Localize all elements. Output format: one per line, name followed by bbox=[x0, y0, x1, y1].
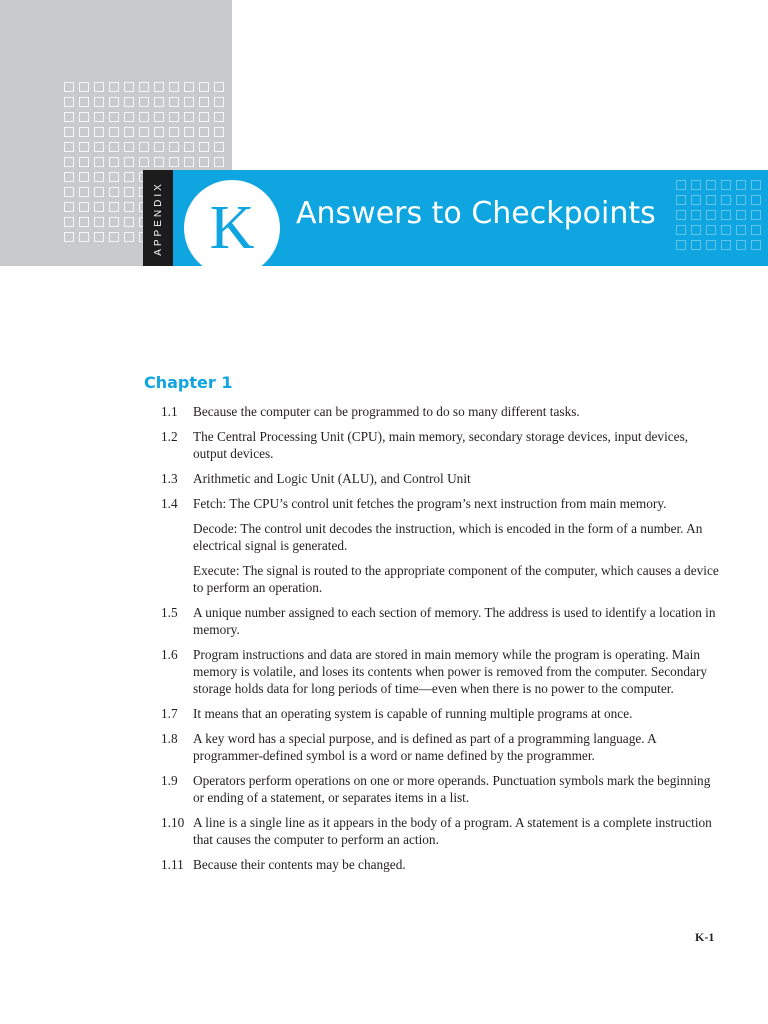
answer-number: 1.9 bbox=[161, 773, 178, 788]
grid-square bbox=[94, 187, 104, 197]
answer-item bbox=[145, 403, 725, 420]
grid-square bbox=[124, 112, 134, 122]
grid-square bbox=[109, 82, 119, 92]
grid-square bbox=[691, 210, 701, 220]
grid-square bbox=[94, 112, 104, 122]
answer-body bbox=[193, 604, 723, 638]
grid-square bbox=[139, 82, 149, 92]
grid-square bbox=[721, 225, 731, 235]
grid-square bbox=[94, 232, 104, 242]
answer-paragraph: Arithmetic and Logic Unit (ALU), and Control Unit bbox=[193, 471, 471, 486]
answer-number: 1.5 bbox=[161, 605, 178, 620]
grid-square bbox=[169, 157, 179, 167]
answer-body bbox=[193, 730, 723, 764]
grid-square bbox=[691, 180, 701, 190]
answer-body bbox=[193, 428, 723, 462]
answer-item bbox=[145, 495, 725, 596]
grid-square bbox=[79, 112, 89, 122]
grid-square bbox=[169, 127, 179, 137]
answer-number-cell bbox=[145, 772, 193, 806]
grid-square bbox=[169, 112, 179, 122]
answer-paragraph: Program instructions and data are stored in main memory while the program is operating. Main memory is volatile, and loses its contents when power is removed from the computer. Secondary storage holds data for long periods of time—even when there is no power to the computer. bbox=[193, 647, 708, 696]
grid-square bbox=[64, 157, 74, 167]
page-title: Answers to Checkpoints bbox=[296, 196, 656, 231]
grid-square bbox=[79, 202, 89, 212]
grid-square bbox=[199, 142, 209, 152]
answer-paragraph: Because the computer can be programmed to do so many different tasks. bbox=[193, 404, 580, 419]
grid-square bbox=[691, 225, 701, 235]
grid-square bbox=[676, 210, 686, 220]
answer-body bbox=[193, 403, 723, 420]
appendix-side-label bbox=[143, 170, 173, 266]
grid-square bbox=[214, 97, 224, 107]
grid-square bbox=[124, 232, 134, 242]
grid-square bbox=[676, 180, 686, 190]
grid-square bbox=[109, 127, 119, 137]
grid-square bbox=[736, 210, 746, 220]
answer-list bbox=[145, 403, 725, 881]
answer-number: 1.6 bbox=[161, 647, 178, 662]
answer-body bbox=[193, 814, 723, 848]
appendix-letter-badge bbox=[184, 180, 280, 276]
answer-number: 1.3 bbox=[161, 471, 178, 486]
grid-square bbox=[109, 187, 119, 197]
grid-square bbox=[706, 225, 716, 235]
grid-square bbox=[199, 82, 209, 92]
grid-square bbox=[79, 97, 89, 107]
grid-square bbox=[79, 127, 89, 137]
answer-paragraph: It means that an operating system is capable of running multiple programs at once. bbox=[193, 706, 633, 721]
answer-item bbox=[145, 470, 725, 487]
grid-square bbox=[721, 195, 731, 205]
answer-item bbox=[145, 856, 725, 873]
grid-square bbox=[139, 157, 149, 167]
answer-item bbox=[145, 646, 725, 697]
grid-square bbox=[64, 217, 74, 227]
grid-square bbox=[751, 195, 761, 205]
answer-item bbox=[145, 772, 725, 806]
answer-number-cell bbox=[145, 856, 193, 873]
answer-number: 1.10 bbox=[161, 815, 185, 830]
answer-item bbox=[145, 730, 725, 764]
grid-square bbox=[154, 157, 164, 167]
grid-square bbox=[64, 142, 74, 152]
grid-square bbox=[124, 172, 134, 182]
grid-square bbox=[184, 82, 194, 92]
grid-square bbox=[109, 217, 119, 227]
grid-square bbox=[64, 82, 74, 92]
grid-square bbox=[79, 142, 89, 152]
grid-square bbox=[154, 127, 164, 137]
grid-square bbox=[214, 142, 224, 152]
answer-number-cell bbox=[145, 470, 193, 487]
grid-square bbox=[199, 157, 209, 167]
grid-square bbox=[736, 225, 746, 235]
answer-body bbox=[193, 772, 723, 806]
grid-square bbox=[94, 127, 104, 137]
grid-square bbox=[94, 142, 104, 152]
answer-item bbox=[145, 428, 725, 462]
grid-square bbox=[109, 97, 119, 107]
answer-paragraph: Decode: The control unit decodes the instruction, which is encoded in the form of a number. An electrical signal is generated. bbox=[193, 521, 703, 553]
answer-number-cell bbox=[145, 814, 193, 848]
answer-paragraph: A unique number assigned to each section of memory. The address is used to identify a location in memory. bbox=[193, 605, 716, 637]
answer-number-cell bbox=[145, 705, 193, 722]
grid-square bbox=[736, 240, 746, 250]
grid-square bbox=[169, 82, 179, 92]
grid-square bbox=[676, 195, 686, 205]
page-number: K-1 bbox=[695, 930, 715, 944]
answer-number: 1.2 bbox=[161, 429, 178, 444]
answer-paragraph: Operators perform operations on one or more operands. Punctuation symbols mark the beginning or ending of a statement, or separates items in a list. bbox=[193, 773, 711, 805]
answer-number-cell bbox=[145, 646, 193, 697]
grid-square bbox=[721, 210, 731, 220]
grid-square bbox=[676, 240, 686, 250]
grid-square bbox=[184, 127, 194, 137]
answer-item bbox=[145, 814, 725, 848]
grid-square bbox=[124, 157, 134, 167]
grid-square bbox=[169, 97, 179, 107]
grid-square bbox=[691, 195, 701, 205]
grid-square bbox=[94, 82, 104, 92]
grid-square bbox=[79, 157, 89, 167]
answer-number: 1.1 bbox=[161, 404, 178, 419]
grid-square bbox=[184, 97, 194, 107]
grid-square bbox=[79, 187, 89, 197]
grid-square bbox=[64, 127, 74, 137]
grid-square bbox=[79, 82, 89, 92]
header-blue-grid-pattern bbox=[676, 180, 761, 250]
grid-square bbox=[139, 127, 149, 137]
grid-square bbox=[214, 127, 224, 137]
answer-paragraph: A key word has a special purpose, and is defined as part of a programming language. A programmer-defined symbol is a word or name defined by the programmer. bbox=[193, 731, 657, 763]
answer-number-cell bbox=[145, 428, 193, 462]
answer-number: 1.11 bbox=[161, 857, 184, 872]
answer-number: 1.7 bbox=[161, 706, 178, 721]
grid-square bbox=[109, 112, 119, 122]
grid-square bbox=[64, 97, 74, 107]
answer-item bbox=[145, 705, 725, 722]
answer-paragraph: Fetch: The CPU’s control unit fetches the program’s next instruction from main memory. bbox=[193, 496, 667, 511]
grid-square bbox=[64, 187, 74, 197]
grid-square bbox=[706, 210, 716, 220]
grid-square bbox=[154, 142, 164, 152]
grid-square bbox=[751, 240, 761, 250]
grid-square bbox=[169, 142, 179, 152]
grid-square bbox=[124, 97, 134, 107]
chapter-heading: Chapter 1 bbox=[144, 373, 233, 392]
grid-square bbox=[124, 127, 134, 137]
grid-square bbox=[124, 217, 134, 227]
grid-square bbox=[214, 82, 224, 92]
answer-body bbox=[193, 470, 723, 487]
grid-square bbox=[109, 232, 119, 242]
grid-square bbox=[79, 232, 89, 242]
grid-square bbox=[139, 97, 149, 107]
grid-square bbox=[751, 225, 761, 235]
grid-square bbox=[184, 157, 194, 167]
appendix-side-label-text: APPENDIX bbox=[152, 180, 164, 256]
answer-number-cell bbox=[145, 604, 193, 638]
grid-square bbox=[94, 217, 104, 227]
grid-square bbox=[154, 112, 164, 122]
grid-square bbox=[706, 240, 716, 250]
grid-square bbox=[751, 210, 761, 220]
answer-number: 1.8 bbox=[161, 731, 178, 746]
grid-square bbox=[139, 112, 149, 122]
grid-square bbox=[706, 195, 716, 205]
grid-square bbox=[109, 172, 119, 182]
grid-square bbox=[79, 217, 89, 227]
grid-square bbox=[64, 202, 74, 212]
grid-square bbox=[184, 142, 194, 152]
grid-square bbox=[139, 142, 149, 152]
grid-square bbox=[94, 172, 104, 182]
answer-paragraph: The Central Processing Unit (CPU), main memory, secondary storage devices, input devices, output devices. bbox=[193, 429, 689, 461]
answer-number-cell bbox=[145, 403, 193, 420]
appendix-letter: K bbox=[209, 194, 255, 262]
grid-square bbox=[721, 240, 731, 250]
grid-square bbox=[706, 180, 716, 190]
grid-square bbox=[94, 202, 104, 212]
answer-body bbox=[193, 646, 723, 697]
answer-number-cell bbox=[145, 495, 193, 596]
answer-paragraph: Execute: The signal is routed to the appropriate component of the computer, which causes a device to perform an operation. bbox=[193, 563, 719, 595]
grid-square bbox=[109, 157, 119, 167]
grid-square bbox=[94, 157, 104, 167]
grid-square bbox=[64, 232, 74, 242]
grid-square bbox=[199, 127, 209, 137]
grid-square bbox=[736, 180, 746, 190]
answer-paragraph: Because their contents may be changed. bbox=[193, 857, 406, 872]
answer-paragraph: A line is a single line as it appears in the body of a program. A statement is a complete instruction that causes the computer to perform an action. bbox=[193, 815, 712, 847]
grid-square bbox=[124, 187, 134, 197]
answer-number: 1.4 bbox=[161, 496, 178, 511]
grid-square bbox=[109, 202, 119, 212]
grid-square bbox=[154, 82, 164, 92]
grid-square bbox=[214, 157, 224, 167]
grid-square bbox=[691, 240, 701, 250]
grid-square bbox=[124, 202, 134, 212]
grid-square bbox=[214, 112, 224, 122]
grid-square bbox=[751, 180, 761, 190]
grid-square bbox=[199, 97, 209, 107]
answer-item bbox=[145, 604, 725, 638]
answer-number-cell bbox=[145, 730, 193, 764]
grid-square bbox=[199, 112, 209, 122]
grid-square bbox=[94, 97, 104, 107]
grid-square bbox=[124, 142, 134, 152]
grid-square bbox=[64, 112, 74, 122]
grid-square bbox=[124, 82, 134, 92]
grid-square bbox=[64, 172, 74, 182]
grid-square bbox=[736, 195, 746, 205]
answer-body bbox=[193, 856, 723, 873]
answer-body bbox=[193, 495, 723, 596]
grid-square bbox=[154, 97, 164, 107]
grid-square bbox=[721, 180, 731, 190]
grid-square bbox=[184, 112, 194, 122]
grid-square bbox=[109, 142, 119, 152]
answer-body bbox=[193, 705, 723, 722]
grid-square bbox=[79, 172, 89, 182]
grid-square bbox=[676, 225, 686, 235]
